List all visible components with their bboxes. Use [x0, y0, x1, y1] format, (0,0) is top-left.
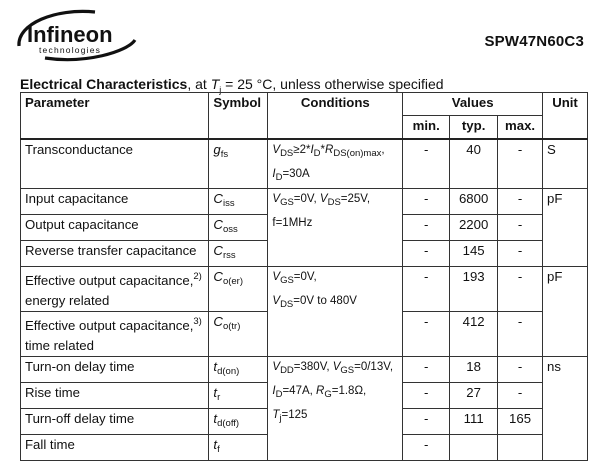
typ-cell: 27 [450, 383, 498, 409]
min-cell: - [403, 241, 450, 267]
header-max: max. [498, 116, 543, 140]
condition-cell: $V_{DD}=380V$, $V_{GS}=0/13V$, $I_D=47A$, $R_G=1.8\Omega$, $T_j=125$ [268, 357, 403, 461]
max-cell: - [498, 383, 543, 409]
condition-cell: $V_{GS}=0V$, $V_{DS}=0V$ to 480V [268, 267, 403, 357]
param-cell: Output capacitance [21, 215, 209, 241]
characteristics-table [20, 92, 588, 461]
header-conditions: Conditions [268, 93, 403, 140]
part-number: SPW47N60C3 [484, 33, 584, 50]
max-cell: - [498, 241, 543, 267]
unit-cell [543, 409, 588, 435]
min-cell: - [403, 189, 450, 215]
param-cell: Effective output capacitance,$^{2)}$ energy related [21, 267, 209, 312]
param-cell: Turn-off delay time [21, 409, 209, 435]
unit-cell: pF [543, 189, 588, 215]
symbol-cell: $C_{iss}$ [209, 189, 268, 215]
symbol-cell: $t_{d(on)}$ [209, 357, 268, 383]
table-row [21, 357, 588, 383]
unit-cell [543, 383, 588, 409]
param-cell: Input capacitance [21, 189, 209, 215]
max-cell: - [498, 267, 543, 312]
header-symbol: Symbol [209, 93, 268, 140]
typ-cell: 111 [450, 409, 498, 435]
param-cell: Reverse transfer capacitance [21, 241, 209, 267]
logo-brand: Infineon [27, 22, 113, 47]
symbol-cell: $C_{o(er)}$ [209, 267, 268, 312]
table-row [21, 139, 588, 189]
condition-cell: $V_{DS}\ge 2*I_D*R_{DS(on)max}$, $I_D=30A$ [268, 139, 403, 189]
param-cell: Fall time [21, 435, 209, 461]
max-cell: - [498, 357, 543, 383]
unit-cell: S [543, 139, 588, 189]
section-condition-prefix: , at [187, 76, 211, 92]
header-typ: typ. [450, 116, 498, 140]
min-cell: - [403, 139, 450, 189]
unit-cell [543, 241, 588, 267]
max-cell: - [498, 215, 543, 241]
max-cell: 165 [498, 409, 543, 435]
header-min: min. [403, 116, 450, 140]
typ-cell: 18 [450, 357, 498, 383]
header-parameter: Parameter [21, 93, 209, 140]
symbol-cell: $t_r$ [209, 383, 268, 409]
typ-cell [450, 435, 498, 461]
typ-cell: 2200 [450, 215, 498, 241]
max-cell: - [498, 139, 543, 189]
symbol-cell: $C_{oss}$ [209, 215, 268, 241]
header-unit: Unit [543, 93, 588, 140]
max-cell [498, 435, 543, 461]
param-cell: Effective output capacitance,$^{3)}$ time related [21, 312, 209, 357]
section-condition-sub: j [219, 84, 222, 95]
min-cell: - [403, 357, 450, 383]
condition-cell: $V_{GS}=0V$, $V_{DS}=25V$, f=1MHz [268, 189, 403, 267]
section-condition-suffix: = 25 °C, unless otherwise specified [221, 76, 444, 92]
param-cell: Transconductance [21, 139, 209, 189]
unit-cell [543, 312, 588, 357]
unit-cell: pF [543, 267, 588, 312]
min-cell: - [403, 312, 450, 357]
typ-cell: 193 [450, 267, 498, 312]
symbol-cell: $t_f$ [209, 435, 268, 461]
max-cell: - [498, 189, 543, 215]
logo-subtext: technologies [39, 45, 102, 55]
typ-cell: 412 [450, 312, 498, 357]
infineon-logo [15, 6, 140, 64]
typ-cell: 145 [450, 241, 498, 267]
table-row [21, 267, 588, 312]
symbol-cell: $t_{d(off)}$ [209, 409, 268, 435]
min-cell: - [403, 267, 450, 312]
param-cell: Rise time [21, 383, 209, 409]
section-condition-symbol: T [210, 76, 220, 92]
min-cell: - [403, 383, 450, 409]
min-cell: - [403, 215, 450, 241]
unit-cell [543, 435, 588, 461]
min-cell: - [403, 435, 450, 461]
unit-cell: ns [543, 357, 588, 383]
max-cell: - [498, 312, 543, 357]
symbol-cell: $C_{o(tr)}$ [209, 312, 268, 357]
param-cell: Turn-on delay time [21, 357, 209, 383]
symbol-cell: $C_{rss}$ [209, 241, 268, 267]
min-cell: - [403, 409, 450, 435]
typ-cell: 40 [450, 139, 498, 189]
section-title-text: Electrical Characteristics [20, 76, 188, 92]
table-row [21, 189, 588, 215]
unit-cell [543, 215, 588, 241]
symbol-cell: $g_{fs}$ [209, 139, 268, 189]
typ-cell: 6800 [450, 189, 498, 215]
header-values: Values [403, 93, 543, 116]
